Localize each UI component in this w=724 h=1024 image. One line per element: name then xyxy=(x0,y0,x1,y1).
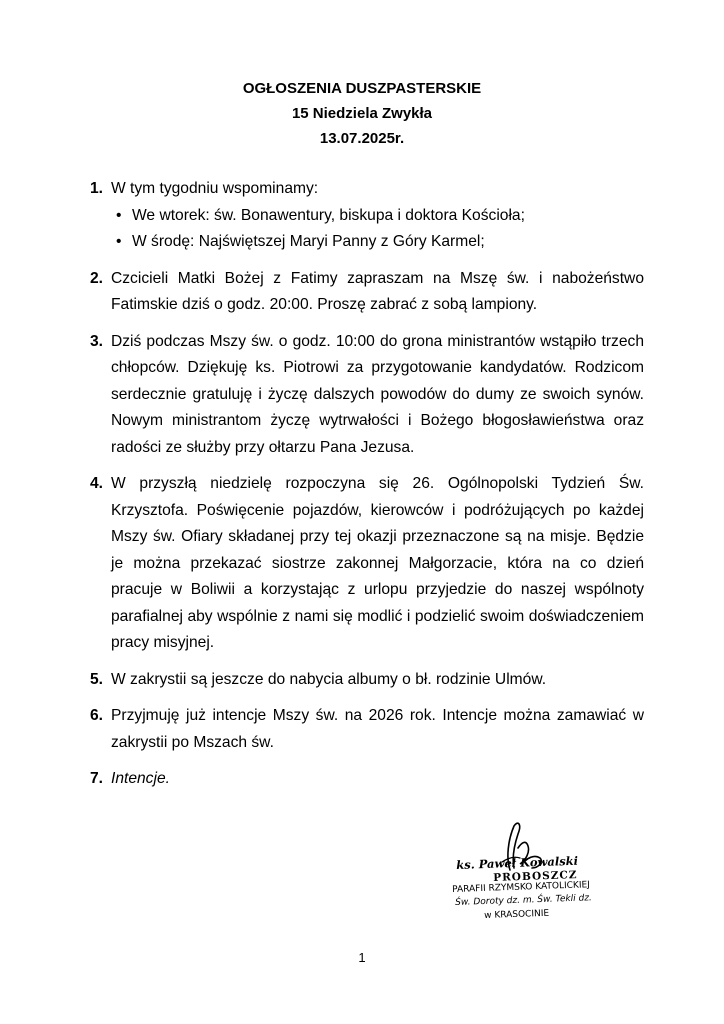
bullet-icon: • xyxy=(116,206,122,224)
bullet-item: • We wtorek: św. Bonawentury, biskupa i doktora Kościoła; xyxy=(111,203,644,230)
announcement-item xyxy=(90,667,644,694)
item-text: Dziś podczas Mszy św. o godz. 10:00 do grona ministrantów wstąpiło trzech chłopców. Dziękuję ks. Piotrowi za przygotowanie kandydatów. Rodzicom serdecznie gratuluję i życzę dalszych powodów do dumy ze swoich synów. Nowym ministrantom życzę wytrwałości i Bożego błogosławieństwa oraz radości ze służby przy ołtarzu Pana Jezusa. xyxy=(111,332,644,456)
announcement-item xyxy=(90,766,644,793)
document-title: OGŁOSZENIA DUSZPASTERSKIE xyxy=(242,80,482,97)
announcements-list xyxy=(90,176,644,803)
announcement-item xyxy=(90,471,644,657)
document-subtitle: 15 Niedziela Zwykła xyxy=(291,105,433,122)
bullet-icon: • xyxy=(116,233,122,250)
item-number: 2. xyxy=(90,269,104,287)
item-number: 1. xyxy=(90,180,104,197)
stamp-title: PROBOSZCZ xyxy=(493,869,578,884)
item-number: 5. xyxy=(90,670,104,688)
item-text: Czcicieli Matki Bożej z Fatimy zapraszam na Mszę św. i nabożeństwo Fatimskie dziś o godz. 20:00. Proszę zabrać z sobą lampiony. xyxy=(111,269,644,313)
announcements-header xyxy=(0,76,724,151)
item-number: 6. xyxy=(90,707,104,724)
bullet-list xyxy=(111,203,644,256)
stamp-name: ks. Paweł Kowalski xyxy=(456,853,579,872)
bullet-item: • W środę: Najświętszej Maryi Panny z Góry Karmel; xyxy=(111,229,644,256)
item-text: Intencje. xyxy=(111,770,170,787)
stamp-patrons: Św. Doroty dz. m. Św. Tekli dz. xyxy=(455,893,593,908)
stamp-parish: PARAFII RZYMSKO KATOLICKIEJ xyxy=(452,880,591,895)
item-text: W zakrystii są jeszcze do nabycia albumy o bł. rodzinie Ulmów. xyxy=(111,670,547,688)
document-date: 13.07.2025r. xyxy=(319,130,405,147)
announcement-item xyxy=(90,266,644,319)
stamp-location: w KRASOCINIE xyxy=(484,908,550,921)
pastor-stamp xyxy=(448,818,608,933)
announcement-item xyxy=(90,329,644,462)
announcement-item xyxy=(90,703,644,756)
announcement-item xyxy=(90,176,644,256)
page-number: 1 xyxy=(358,950,366,965)
item-text: W tym tygodniu wspominamy: xyxy=(111,180,319,197)
item-text: W przyszłą niedzielę rozpoczyna się 26. Ogólnopolski Tydzień Św. Krzysztofa. Poświęcenie pojazdów, kierowców i podróżujących po każdej Mszy św. Ofiary składanej przy tej okazji przeznaczone są na misje. Będzie je można przekazać siostrze zakonnej Małgorzacie, która na co dzień pracuje w Boliwii a korzystając z urlopu przyjedzie do naszej wspólnoty parafialnej aby wspólnie z nami się modlić i podzielić swoim doświadczeniem pracy misyjnej. xyxy=(111,475,644,651)
item-text: Przyjmuję już intencje Mszy św. na 2026 rok. Intencje można zamawiać w zakrystii po Mszach św. xyxy=(111,707,644,751)
item-number: 3. xyxy=(90,332,104,350)
item-number: 4. xyxy=(90,475,104,492)
item-number: 7. xyxy=(90,770,104,787)
